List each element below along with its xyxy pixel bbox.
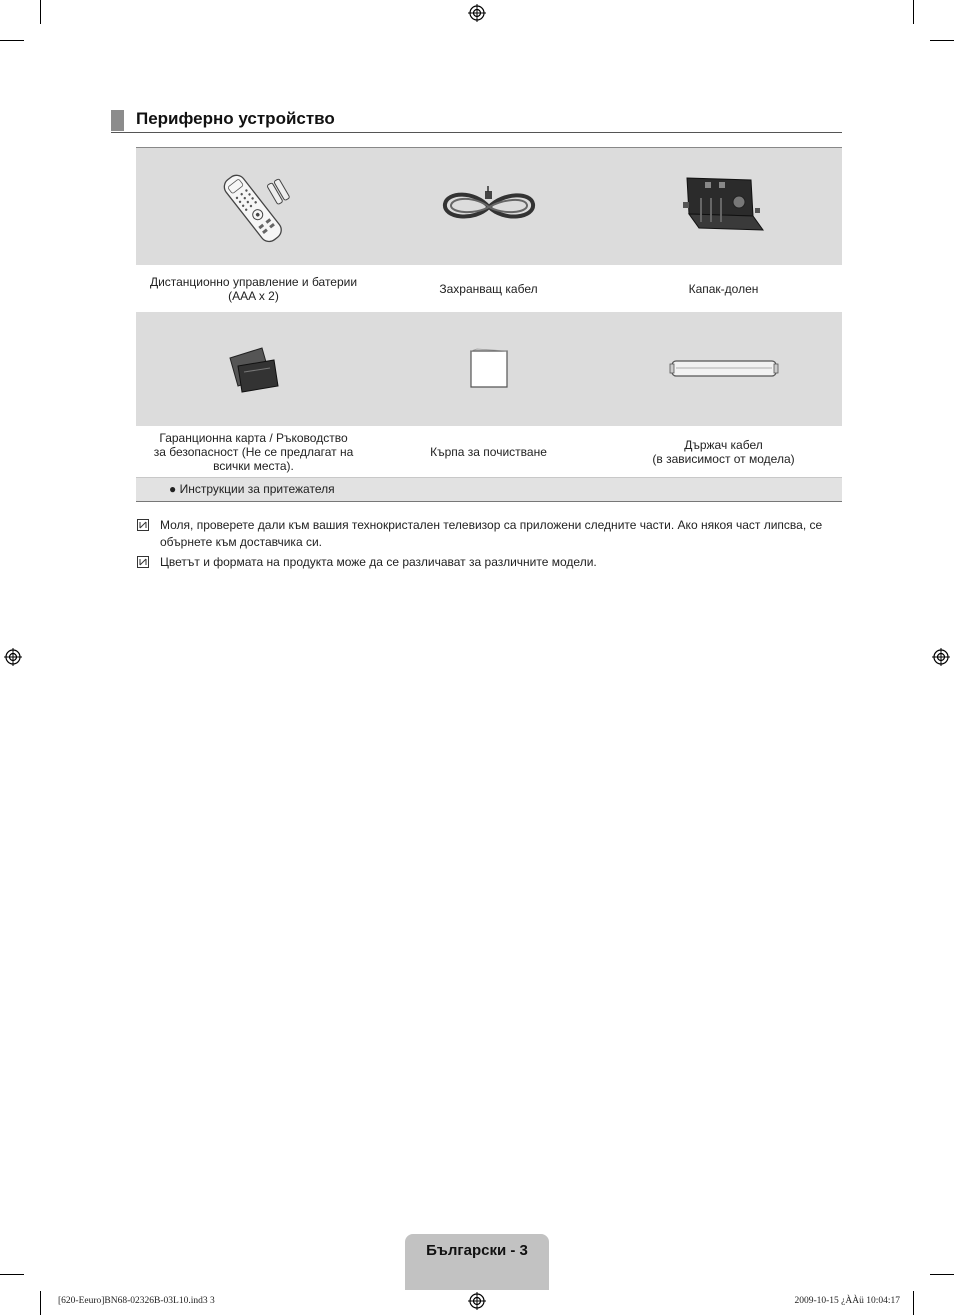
item-image-cell [371, 148, 606, 265]
owner-instructions-row [136, 477, 842, 501]
section-header-bar [111, 110, 124, 131]
power-cable-icon [439, 182, 539, 232]
remote-control-icon [214, 167, 294, 247]
section-title: Периферно устройство [136, 109, 335, 128]
image-row [136, 148, 842, 265]
print-slug-right: 2009-10-15 ¿ÀÀü 10:04:17 [794, 1296, 900, 1306]
page-number: Български - 3 [426, 1242, 528, 1259]
item-image-cell [606, 148, 841, 265]
note-icon [137, 556, 149, 568]
note [136, 517, 842, 553]
print-slug-left: [620-Eeuro]BN68-02326B-03L10.ind3 3 [58, 1296, 215, 1306]
crop-mark [913, 1291, 914, 1315]
item-label: Кърпа за почистване [430, 444, 547, 459]
cover-bottom-icon [679, 172, 769, 242]
warranty-card-icon [224, 344, 284, 394]
registration-mark-icon [932, 648, 950, 666]
crop-mark [913, 0, 914, 24]
crop-mark [930, 1274, 954, 1275]
item-image-cell [136, 312, 371, 426]
item-image-cell [371, 312, 606, 426]
accessories-table [136, 147, 842, 502]
item-label: Гаранционна карта / Ръководство за безопасност (Не се предлагат на всички места). [153, 430, 354, 473]
item-image-cell [606, 312, 841, 426]
note-text: Цветът и формата на продукта може да се различават за различните модели. [160, 555, 597, 569]
crop-mark [40, 1291, 41, 1315]
section-header [111, 108, 842, 133]
registration-mark-icon [468, 4, 486, 22]
item-label: Дистанционно управление и батерии (AAA x 2) [149, 274, 358, 303]
note [136, 554, 842, 572]
cleaning-cloth-icon [467, 347, 511, 391]
item-label: Капак-долен [688, 281, 759, 296]
image-row [136, 312, 842, 426]
owner-instructions-text: ● Инструкции за притежателя [169, 482, 335, 496]
note-icon [137, 519, 149, 531]
crop-mark [930, 40, 954, 41]
cable-holder-icon [668, 356, 780, 382]
page-number-tab [405, 1234, 549, 1290]
crop-mark [0, 40, 24, 41]
item-label: Захранващ кабел [439, 281, 538, 296]
crop-mark [0, 1274, 24, 1275]
item-image-cell [136, 148, 371, 265]
item-label: Държач кабел (в зависимост от модела) [652, 437, 795, 466]
registration-mark-icon [4, 648, 22, 666]
crop-mark [40, 0, 41, 24]
note-text: Моля, проверете дали към вашия технокристален телевизор са приложени следните части. Ако някоя част липсва, се обърнете към доставчика си. [160, 518, 823, 549]
registration-mark-icon [468, 1292, 486, 1310]
